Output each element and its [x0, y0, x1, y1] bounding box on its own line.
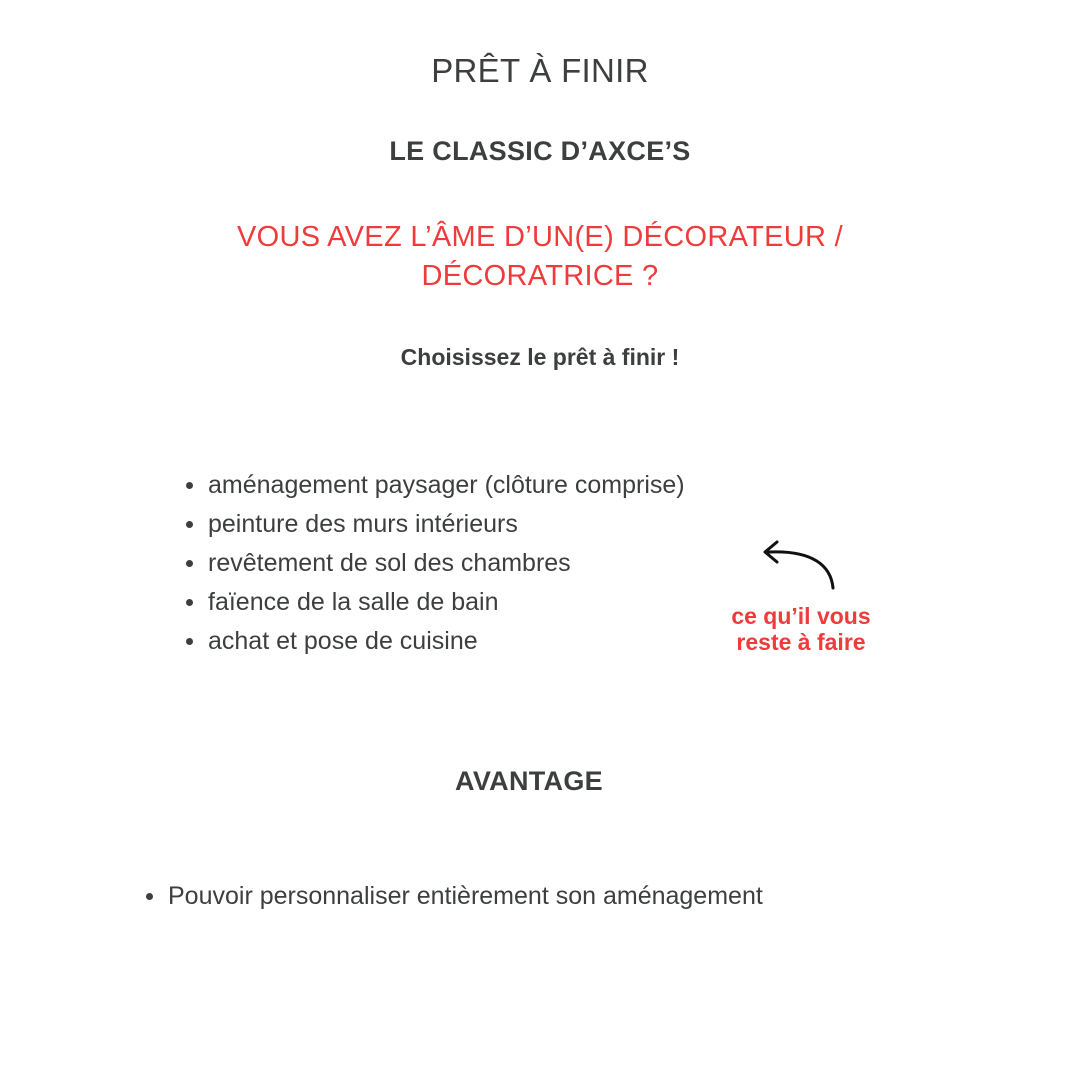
page-subtitle: LE CLASSIC D’AXCE’S — [389, 136, 691, 166]
list-item — [208, 505, 685, 544]
bullet-icon — [186, 482, 193, 489]
advantage-heading: AVANTAGE — [455, 766, 603, 796]
call-to-action: Choisissez le prêt à finir ! — [400, 344, 680, 370]
remaining-work-note — [700, 603, 902, 655]
decorator-question — [190, 218, 890, 296]
bullet-icon — [186, 638, 193, 645]
list-item — [208, 583, 685, 622]
list-item-text: peinture des murs intérieurs — [208, 510, 518, 538]
bullet-icon — [186, 599, 193, 606]
advantages-list — [168, 877, 763, 916]
remaining-tasks-list — [208, 466, 685, 661]
note-line-1: ce qu’il vous — [731, 603, 871, 629]
note-line-2: reste à faire — [736, 629, 866, 655]
list-item — [208, 544, 685, 583]
list-item — [168, 877, 763, 916]
bullet-icon — [186, 521, 193, 528]
page-title: PRÊT À FINIR — [431, 52, 649, 89]
decorator-question-line-2: DÉCORATRICE ? — [421, 260, 659, 292]
list-item-text: revêtement de sol des chambres — [208, 549, 571, 577]
bullet-icon — [146, 893, 153, 900]
curved-arrow-icon — [755, 536, 845, 592]
list-item-text: achat et pose de cuisine — [208, 627, 478, 655]
decorator-question-line-1: VOUS AVEZ L’ÂME D’UN(E) DÉCORATEUR / — [237, 221, 843, 253]
list-item-text: aménagement paysager (clôture comprise) — [208, 471, 685, 499]
bullet-icon — [186, 560, 193, 567]
list-item-text: Pouvoir personnaliser entièrement son aménagement — [168, 882, 763, 910]
list-item-text: faïence de la salle de bain — [208, 588, 499, 616]
list-item — [208, 622, 685, 661]
list-item — [208, 466, 685, 505]
